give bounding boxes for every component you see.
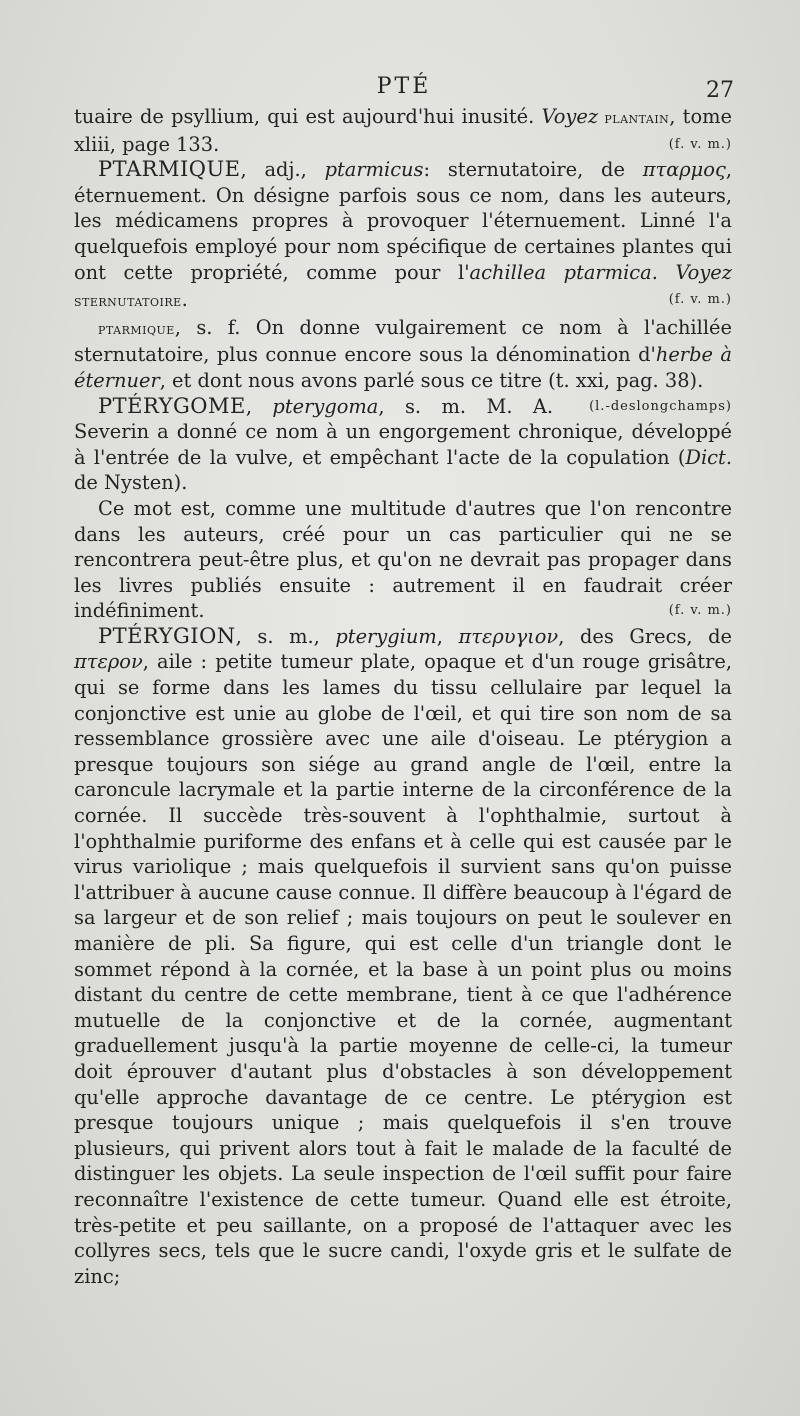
- page-body: [74, 104, 732, 1289]
- page-number: 27: [706, 78, 734, 103]
- entry-pterygome-remark: [74, 496, 732, 624]
- greek-term: πτερον: [74, 650, 143, 674]
- text: , et dont nous avons parlé sous ce titre (t. xxi, pag. 38).: [159, 368, 704, 392]
- latin-term: pterygoma: [272, 394, 379, 418]
- cross-reference-target: plantain: [598, 109, 670, 127]
- text: , s. m.,: [235, 624, 336, 648]
- author-signature: (l.-deslongchamps): [589, 398, 732, 414]
- text: .: [181, 288, 188, 312]
- text: , s. m. M. A. Severin a donné ce nom à un engorgement chronique, développé à l'entrée de la vulve, et empêchant l'acte de la copulation (: [74, 394, 732, 469]
- latin-term: ptarmicus: [324, 158, 424, 182]
- text: , adj.,: [240, 158, 325, 182]
- running-head: PTÉ: [376, 74, 432, 99]
- italic-term: herbe à éternuer: [74, 343, 732, 392]
- italic-term: Dict.: [685, 445, 732, 469]
- entry-ptarmique-adj: [74, 157, 732, 315]
- text: , s. f. On donne vulgairement ce nom à l'achillée sternutatoire, plus connue encore sous la dénomination d': [74, 315, 732, 367]
- author-signature: (f. v. m.): [668, 136, 732, 152]
- greek-term: πταρμος: [642, 158, 726, 182]
- page-header: [74, 74, 734, 104]
- latin-term: achillea ptarmica: [469, 260, 652, 284]
- author-signature: (f. v. m.): [668, 292, 732, 308]
- headword: PTÉRYGOME: [98, 393, 246, 418]
- text: tuaire de psyllium, qui est aujourd'hui inusité.: [74, 105, 542, 128]
- text: , tome xliii, page 133.: [74, 105, 732, 156]
- headword: ptarmique: [98, 319, 175, 338]
- greek-term: πτερυγιον: [458, 624, 559, 648]
- text: de Nysten).: [74, 471, 188, 495]
- headword: PTARMIQUE: [98, 157, 241, 182]
- cross-reference: Voyez: [541, 105, 599, 128]
- cross-reference: Voyez: [675, 260, 732, 284]
- text: .: [651, 260, 676, 284]
- paragraph-psyllium-end: [74, 104, 732, 157]
- text: ,: [245, 394, 273, 418]
- cross-reference-target: sternutatoire: [74, 292, 182, 311]
- text: ,: [436, 624, 459, 648]
- latin-term: pterygium: [335, 624, 437, 648]
- entry-pterygion: [74, 624, 732, 1289]
- text: , éternuement. On désigne parfois sous ce nom, dans les auteurs, les médicamens propres à provoquer l'éternuement. Linné l'a quelquefois employé pour nom spécifique de certaines plantes qui ont cette propriété, comme pour l': [74, 158, 732, 284]
- text: : sternutatoire, de: [423, 158, 643, 182]
- headword: PTÉRYGION: [98, 623, 236, 648]
- text: Ce mot est, comme une multitude d'autres que l'on rencontre dans les auteurs, créé pour un cas particulier qui ne se rencontrera peut-être plus, et qu'on ne devrait pas propager dans les livres publiés ensuite : autrement il en faudrait créer indéfiniment.: [74, 496, 732, 623]
- text: , des Grecs, de: [558, 624, 733, 648]
- author-signature: (f. v. m.): [668, 603, 732, 619]
- text: , aile : petite tumeur plate, opaque et d'un rouge grisâtre, qui se forme dans les lames du tissu cellulaire par lequel la conjonctive est unie au globe de l'œil, et qui tire son nom de sa ressemblance grossière avec une aile d'oiseau. Le ptérygion a presque toujours son siége au grand angle de l'œil, entre la caroncule lacrymale et la partie interne de la circonférence de la cornée. Il succède très-souvent à l'ophthalmie, surtout à l'ophthalmie puriforme des enfans et à celle qui est causée par le virus variolique ; mais quelquefois il survient sans qu'on puisse l'attribuer à aucune cause connue. Il diffère beaucoup à l'égard de sa largeur et de son relief ; mais toujours on peut le soulever en manière de pli. Sa figure, qui est celle d'un triangle dont le sommet répond à la cornée, et la base à un point plus ou moins distant du centre de cette membrane, tient à ce que l'adhérence mutuelle de la conjonctive et de la cornée, augmentant graduellement jusqu'à la partie moyenne de celle-ci, la tumeur doit éprouver d'autant plus d'obstacles à son développement qu'elle approche davantage de ce centre. Le ptérygion est presque toujours unique ; mais quelquefois il s'en trouve plusieurs, qui privent alors tout à fait le malade de la faculté de distinguer les objets. La seule inspection de l'œil suffit pour faire reconnaître l'existence de cette tumeur. Quand elle est étroite, très-petite et peu saillante, on a proposé de l'attaquer avec les collyres secs, tels que le sucre candi, l'oxyde gris et le sulfate de zinc;: [74, 650, 732, 1288]
